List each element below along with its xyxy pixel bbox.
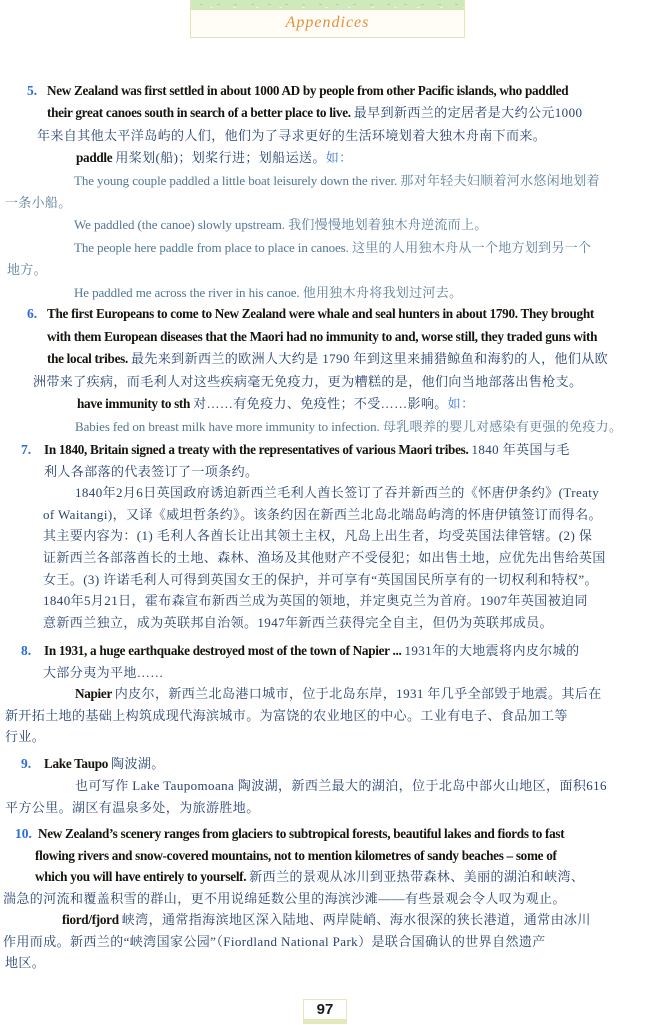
text-line (44, 463, 258, 485)
text-segment: Napier (75, 686, 115, 702)
text-line (47, 328, 597, 350)
text-segment: have immunity to sth (77, 396, 194, 411)
page-number-strip (304, 1019, 346, 1023)
text-segment: 地区。 (5, 955, 46, 970)
text-segment: In 1840, Britain signed a treaty with the representatives of various Maori tribes. (44, 442, 472, 457)
text-segment: 利人各部落的代表签订了一项条约。 (44, 463, 259, 479)
text-segment: paddle (76, 150, 116, 166)
text-segment: 这里的人用独木舟从一个地方划到另一个 (351, 239, 592, 255)
text-line (5, 954, 45, 976)
text-segment: We paddled (the canoe) slowly upstream. (74, 217, 289, 233)
text-segment: fiord/fjord (62, 912, 122, 927)
text-line (75, 418, 622, 440)
text-segment: 意新西兰独立，成为英联邦自治领。1947年新西兰获得完全自主，但仍为英联邦成员。 (43, 614, 554, 630)
text-segment: 1931年的大地震将内皮尔城的 (404, 643, 580, 658)
text-line (43, 527, 592, 549)
text-segment: Babies fed on breast milk have more immunity to infection. (75, 418, 383, 434)
text-segment: the local tribes. (47, 351, 131, 366)
text-line (35, 868, 584, 890)
text-line (43, 549, 606, 571)
text-segment: 陶波湖。 (111, 756, 165, 771)
text-segment: The young couple paddled a little boat leisurely down the river. (74, 172, 401, 188)
text-segment: 行业。 (5, 729, 46, 745)
text-segment: 用桨划(船)；划桨行进；划船运送。 (115, 150, 326, 166)
text-segment: New Zealand’s scenery ranges from glaciers to subtropical forests, beautiful lakes and fiords to fast (38, 826, 565, 841)
text-line (74, 172, 600, 194)
text-line (43, 614, 553, 636)
text-segment: 其主要内容为：(1) 毛利人各酋长让出其领土主权，凡岛上出生者，均受英国法律管辖。(2) 保 (43, 528, 593, 544)
item-number: 8. (21, 643, 32, 658)
text-segment: 地方。 (7, 262, 47, 278)
text-segment: 新西兰的景观从冰川到亚热带森林、美丽的湖泊和峡湾、 (249, 869, 585, 884)
text-line (75, 484, 599, 506)
text-segment: 也可写作 Lake Taupomoana 陶波湖，新西兰最大的湖泊，位于北岛中部火山地区，面积616 (75, 778, 607, 793)
text-line (47, 305, 594, 327)
text-segment: 作用而成。新西兰的“峡湾国家公园”（Fiordland National Park）是联合国确认的世界自然遗产 (3, 933, 546, 949)
text-segment: 那对年轻夫妇顺着河水悠闲地划着 (400, 172, 600, 188)
text-segment: 对……有免疫力、免疫性；不受……影响。 (193, 396, 448, 411)
page-number-box (303, 999, 347, 1024)
text-segment: 1840年2月6日英国政府诱迫新西兰毛利人酋长签订了吞并新西兰的《怀唐伊条约》(Treaty (75, 485, 600, 501)
page-number: 97 (316, 1001, 334, 1018)
text-line (62, 911, 591, 933)
text-line (74, 284, 462, 306)
text-segment: He paddled me across the river in his canoe. (74, 284, 303, 300)
text-segment: 湍急的河流和覆盖积雪的群山，更不用说绵延数公里的海滨沙滩——有些景观会令人叹为观止。 (3, 890, 566, 906)
text-line (43, 664, 164, 686)
text-line (44, 441, 570, 463)
text-line (76, 149, 353, 171)
header-green-texture-band (191, 0, 464, 10)
item-number: 7. (21, 442, 32, 457)
text-line (7, 261, 47, 283)
text-segment: of Waitangi)，又译《威坦哲条约》。该条约因在新西兰北岛北端岛屿湾的怀唐伊镇签订而得名。 (43, 506, 602, 522)
item-number: 10. (15, 826, 32, 841)
text-line (43, 506, 602, 528)
text-line (5, 728, 45, 750)
text-segment: 峡湾，通常指海滨地区深入陆地、两岸陡峭、海水很深的狭长港道，通常由冰川 (121, 912, 591, 927)
text-segment: 一条小船。 (5, 195, 72, 210)
text-line (74, 216, 488, 238)
text-segment: 证新西兰各部落酋长的土地、森林、渔场及其他财产不受侵犯；如出售土地，应优先出售给英国 (43, 550, 606, 565)
text-segment: 如： (325, 150, 353, 166)
item-number: 9. (21, 756, 32, 771)
text-line (38, 825, 564, 847)
text-line (3, 933, 546, 955)
text-segment: In 1931, a huge earthquake destroyed most of the town of Napier ... (44, 643, 405, 658)
text-segment: 内皮尔，新西兰北岛港口城市，位于北岛东岸，1931 年几乎全部毁于地震。其后在 (114, 686, 602, 702)
text-line (77, 395, 474, 417)
text-segment: 年来自其他太平洋岛屿的人们，他们为了寻求更好的生活环境划着大独木舟南下而来。 (37, 127, 547, 143)
text-segment: New Zealand was first settled in about 1000 AD by people from other Pacific islands, who paddled (47, 83, 569, 98)
text-segment: 洲带来了疾病，而毛利人对这些疾病毫无免疫力，更为糟糕的是，他们向当地部落出售枪支。 (33, 373, 583, 389)
text-line (74, 239, 591, 261)
text-segment: The first Europeans to come to New Zealand were whale and seal hunters in about 1790. They brought (47, 306, 594, 321)
text-segment: 1840 年英国与毛 (471, 442, 570, 457)
text-segment: 最早到新西兰的定居者是大约公元1000 (353, 105, 583, 121)
appendices-header (190, 0, 465, 38)
appendices-title: Appendices (285, 14, 370, 31)
text-segment: 最先来到新西兰的欧洲人大约是 1790 年到这里来捕猎鲸鱼和海豹的人，他们从欧 (130, 351, 609, 366)
text-segment: their great canoes south in search of a better place to live. (47, 105, 354, 121)
text-line (35, 847, 557, 869)
text-line (3, 890, 566, 912)
text-segment: which you will have entirely to yourself. (35, 869, 250, 884)
text-line (33, 373, 582, 395)
text-segment: Lake Taupo (44, 756, 112, 771)
text-line (75, 685, 602, 707)
text-segment: 如： (447, 396, 475, 411)
text-segment: 我们慢慢地划着独木舟逆流而上。 (288, 217, 488, 233)
text-line (47, 82, 568, 104)
text-segment: 1840年5月21日，霍布森宣布新西兰成为英国的领地，并定奥克兰为首府。1907年英国被迫同 (43, 593, 588, 609)
text-segment: 平方公里。湖区有温泉多处，为旅游胜地。 (5, 800, 260, 815)
text-line (47, 104, 582, 126)
text-segment: 大部分夷为平地…… (43, 664, 164, 680)
text-line (37, 127, 546, 149)
text-line (44, 755, 165, 777)
text-line (47, 350, 608, 372)
text-line (5, 707, 568, 729)
text-segment: 新开拓土地的基础上构筑成现代海滨城市。为富饶的农业地区的中心。工业有电子、食品加工等 (5, 707, 568, 723)
text-segment: 他用独木舟将我划过河去。 (302, 284, 463, 300)
text-segment: with them European diseases that the Maori had no immunity to and, worse still, they traded guns with (47, 328, 598, 344)
text-line (44, 642, 579, 664)
text-line (43, 592, 588, 614)
text-line (5, 194, 72, 216)
text-segment: flowing rivers and snow-covered mountains, not to mention kilometres of sandy beaches – some of (35, 847, 557, 863)
text-line (5, 799, 260, 821)
item-number: 6. (27, 306, 38, 321)
text-line (43, 571, 598, 593)
item-number: 5. (27, 83, 38, 98)
text-segment: The people here paddle from place to place in canoes. (74, 239, 352, 255)
text-segment: 母乳喂养的婴儿对感染有更强的免疫力。 (382, 418, 623, 434)
text-line (75, 777, 607, 799)
text-segment: 女王。(3) 许诺毛利人可得到英国女王的保护，并可享有“英国国民所享有的一切权利和特权”。 (43, 571, 598, 587)
